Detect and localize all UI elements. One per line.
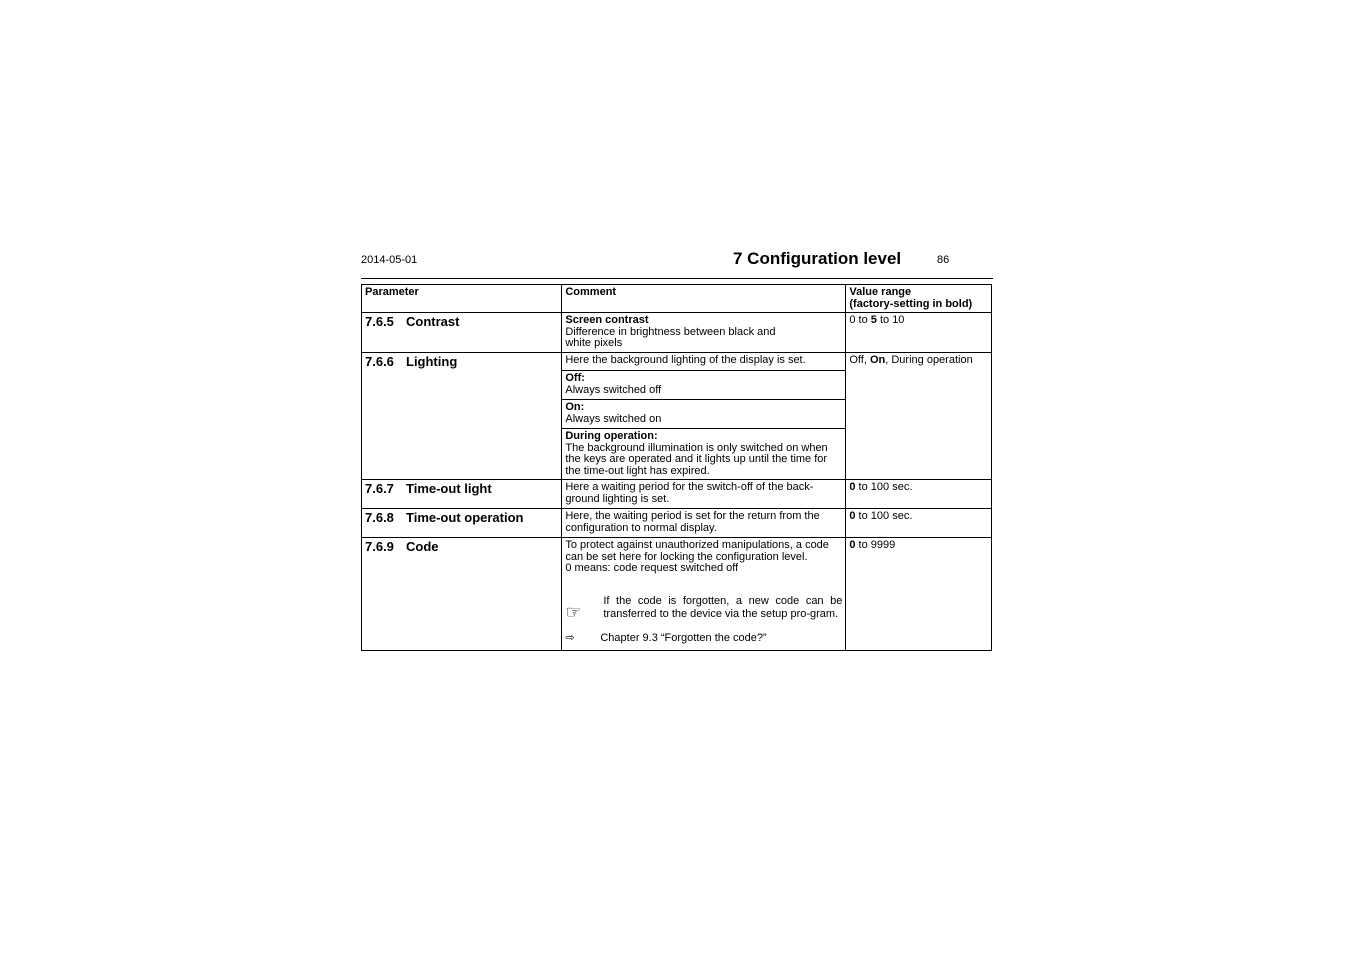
value-cell-timeout-light: [846, 480, 992, 509]
option-text: Always switched on: [565, 412, 662, 425]
default-value: 0: [849, 510, 856, 522]
comment-text: Difference in brightness between black and: [565, 325, 776, 338]
value-text: , During operation: [885, 354, 973, 366]
comment-text: white pixels: [565, 337, 623, 349]
param-name: Time-out light: [406, 481, 492, 496]
param-cell-contrast: [362, 313, 562, 353]
value-cell-contrast: [846, 313, 992, 353]
cross-reference-link[interactable]: Chapter 9.3 “Forgotten the code?”: [600, 631, 767, 644]
table-row: [362, 509, 992, 538]
page-header: [361, 248, 993, 279]
comment-cell-timeout-light: Here a waiting period for the switch-off of the back-ground lighting is set.: [562, 480, 846, 509]
param-cell-code: [362, 538, 562, 651]
param-cell-lighting: [362, 353, 562, 480]
cross-reference: [565, 632, 842, 645]
param-cell-timeout-light: [362, 480, 562, 509]
column-header-comment: Comment: [562, 285, 846, 313]
option-text: Always switched off: [565, 383, 662, 396]
param-number: 7.6.6: [365, 354, 394, 369]
page-number: 86: [937, 254, 950, 266]
value-text: to 100 sec.: [855, 510, 913, 522]
option-title: On:: [565, 401, 585, 413]
param-number: 7.6.8: [365, 510, 394, 525]
parameter-table: [361, 284, 992, 651]
option-title: During operation:: [565, 430, 658, 442]
chapter-title: 7 Configuration level: [733, 249, 902, 268]
comment-title: Screen contrast: [565, 314, 649, 326]
value-cell-code: [846, 538, 992, 651]
arrow-right-icon: ⇨: [565, 631, 575, 644]
comment-text: To protect against unauthorized manipulations, a code can be set here for locking the configuration level.: [565, 539, 829, 563]
option-title: Off:: [565, 372, 585, 384]
param-number: 7.6.5: [365, 314, 394, 329]
comment-cell-lighting-off: [562, 371, 846, 400]
value-text: Off,: [849, 354, 870, 366]
table-row: [362, 480, 992, 509]
param-name: Lighting: [406, 354, 458, 369]
pointing-hand-icon: ☞: [565, 601, 582, 622]
default-value: 5: [870, 314, 877, 326]
value-text: 0 to: [849, 314, 871, 326]
param-name: Contrast: [406, 314, 460, 329]
column-header-value-range: [846, 285, 992, 313]
header-date: 2014-05-01: [361, 254, 418, 266]
default-value: 0: [849, 539, 856, 551]
comment-cell-code: [562, 538, 846, 651]
comment-cell-lighting-during: [562, 429, 846, 480]
value-range-sub-suffix: ): [968, 297, 973, 310]
param-name: Code: [406, 539, 439, 554]
value-text: to 9999: [855, 539, 896, 551]
table-row: [362, 538, 992, 651]
param-cell-timeout-operation: [362, 509, 562, 538]
column-header-parameter: Parameter: [362, 285, 562, 313]
comment-cell-lighting-on: [562, 400, 846, 429]
param-number: 7.6.9: [365, 539, 394, 554]
note-box: [565, 595, 842, 627]
default-value: 0: [849, 481, 856, 493]
value-text: to 10: [876, 314, 905, 326]
value-cell-timeout-operation: [846, 509, 992, 538]
value-range-sub-bold: bold: [945, 297, 969, 310]
table-row: [362, 313, 992, 353]
param-number: 7.6.7: [365, 481, 394, 496]
comment-cell-lighting-intro: Here the background lighting of the display is set.: [562, 353, 846, 371]
comment-cell-contrast: [562, 313, 846, 353]
table-row: [362, 353, 992, 371]
default-value: On: [869, 354, 886, 366]
comment-text: 0 means: code request switched off: [565, 562, 739, 574]
param-name: Time-out operation: [406, 510, 524, 525]
value-cell-lighting: [846, 353, 992, 480]
value-range-sub-prefix: (factory-setting in: [849, 297, 946, 310]
table-header-row: [362, 285, 992, 313]
comment-cell-timeout-operation: Here, the waiting period is set for the return from the configuration to normal display.: [562, 509, 846, 538]
note-text: If the code is forgotten, a new code can be transferred to the device via the setup pro-gram.: [603, 594, 843, 620]
option-text: The background illumination is only switched on when the keys are operated and it lights up until the time for the time-out light has expired.: [565, 441, 828, 477]
value-text: to 100 sec.: [855, 481, 913, 493]
value-range-title: Value range: [849, 286, 912, 298]
